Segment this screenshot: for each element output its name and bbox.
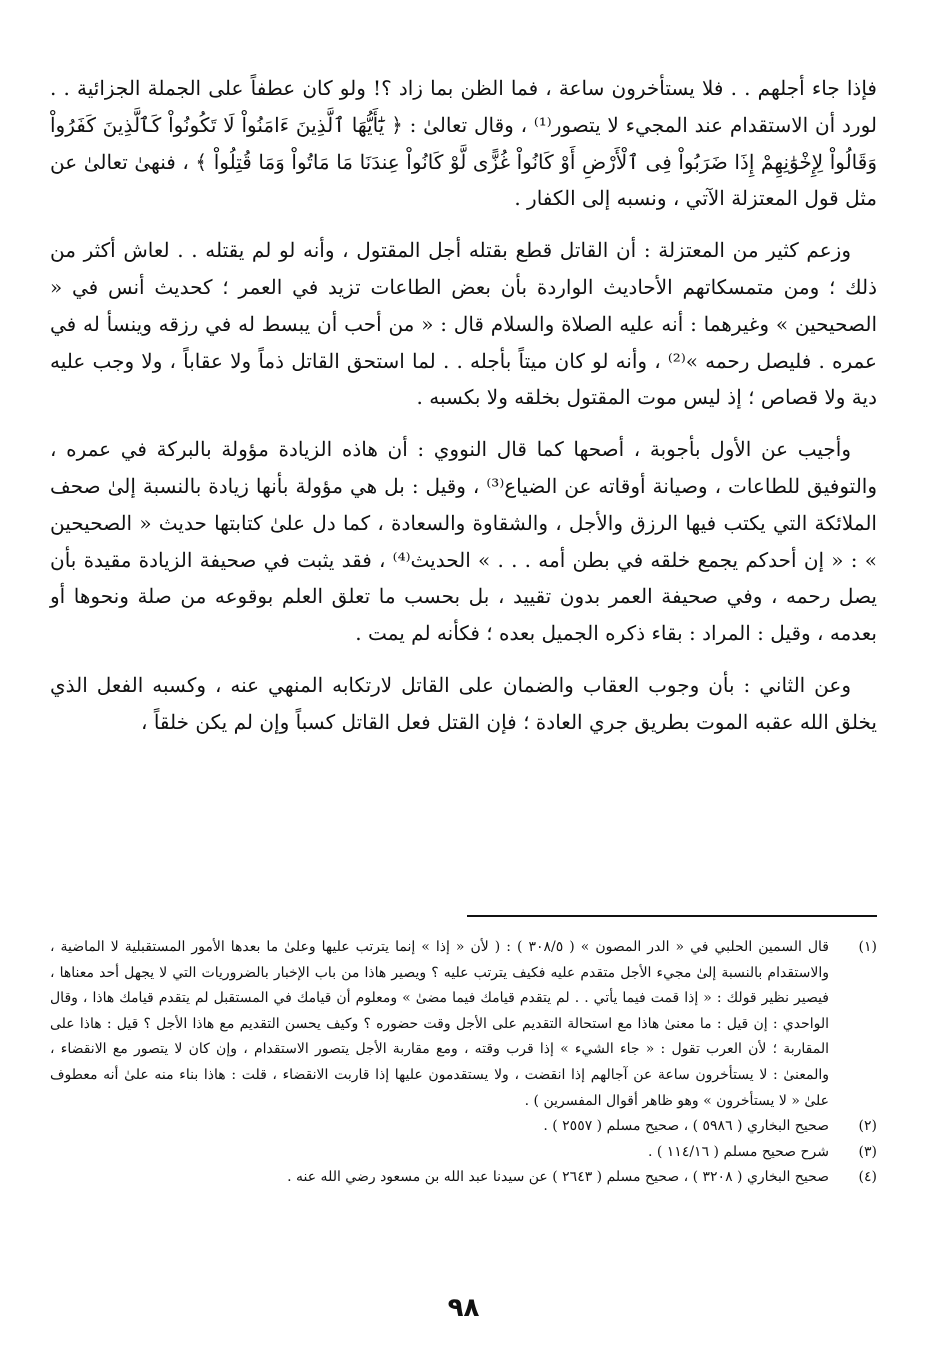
footnote-divider: [467, 915, 877, 917]
footnote-text: شرح صحيح مسلم ( ١١٤/١٦ ) .: [647, 1143, 829, 1160]
paragraph: وعن الثاني : بأن وجوب العقاب والضمان على القاتل لارتكابه المنهي عنه ، وكسبه الفعل الذي يخلق الله عقبه الموت بطريق جري العادة ؛ فإن القتل فعل القاتل كسباً وإن لم يكن خلقاً ،: [50, 672, 877, 734]
footnote-text: قال السمين الحلبي في « الدر المصون » ( ٣٠٨/٥ ) : ( لأن « إذا » إنما يترتب عليها وعلىٰ ما بعدها الأمور المستقبلية لا الماضية ، والاستقدام بالنسبة إلىٰ مجيء الأجل متقدم عليه فكيف يترتب عليه ؟ ويصير هاذا من باب الإخبار بالضروريات التي لا يجهل أحد معناها ، فيصير نظير قولك : « إذا قمت فيما يأتي . . لم يتقدم قيامك فيما مضىٰ » ومعلوم أن قيامك في المستقبل لم يتقدم قيامك هاذا ، وقال الواحدي : إن قيل : ما معنىٰ هاذا مع استحالة التقديم على الأجل وقت حضوره ؟ وكيف يحسن التقديم مع هاذا الأجل ؟ قيل : هاذا على المقاربة ؛ لأن العرب تقول : « جاء الشيء » إذا قرب وقته ، ومع مقاربة الأجل يتصور الاستقدام ، وإن كان لا يتصور مع الانقضاء ، والمعنىٰ : لا يستأخرون ساعة عن آجالهم إذا انقضت ، ولا يستقدمون عليها إذا قاربت الانقضاء ، قلت : هاذا بناء منه علىٰ أنه معطوف علىٰ « لا يستأخرون » وهو ظاهر أقوال المفسرين ) .: [50, 939, 829, 1109]
footnote-text: صحيح البخاري ( ٥٩٨٦ ) ، صحيح مسلم ( ٢٥٥٧ ) .: [543, 1118, 829, 1135]
footnote-number: (٣): [858, 1143, 877, 1160]
page-number: ٩٨: [447, 1293, 480, 1323]
main-text: [50, 70, 877, 756]
footnote-item: [50, 1165, 877, 1191]
footnotes: [50, 935, 877, 1191]
paragraph: وزعم كثير من المعتزلة : أن القاتل قطع بقتله أجل المقتول ، وأنه لو لم يقتله . . لعاش أكثر من ذلك ؛ ومن متمسكاتهم الأحاديث الواردة بأن بعض الطاعات تزيد في العمر ؛ كحديث أنس في « الصحيحين » وغيرهما : أنه عليه الصلاة والسلام قال : « من أحب أن يبسط له في رزقه وينسأ له في عمره . فليصل رحمه »⁽²⁾ ، وأنه لو كان ميتاً بأجله . . لما استحق القاتل ذماً ولا عقاباً ، ولا وجب عليه دية ولا قصاص ؛ إذ ليس موت المقتول بخلقه ولا بكسبه .: [50, 238, 877, 410]
footnote-number: (١): [858, 939, 877, 955]
footnote-number: (٢): [858, 1118, 877, 1135]
paragraph: فإذا جاء أجلهم . . فلا يستأخرون ساعة ، فما الظن بما زاد ؟! ولو كان عطفاً على الجملة الجزائية . . لورد أن الاستقدام عند المجيء لا يتصور⁽¹⁾ ، وقال تعالىٰ : ﴿ يَٰٓأَيُّهَا ٱلَّذِينَ ءَامَنُواْ لَا تَكُونُواْ كَٱلَّذِينَ كَفَرُواْ وَقَالُواْ لِإِخْوَٰنِهِمْ إِذَا ضَرَبُواْ فِى ٱلْأَرْضِ أَوْ كَانُواْ غُزًّى لَّوْ كَانُواْ عِندَنَا مَا مَاتُواْ وَمَا قُتِلُواْ ﴾ ، فنهىٰ تعالىٰ عن مثل قول المعتزلة الآتي ، ونسبه إلى الكفار .: [50, 76, 877, 211]
footnote-number: (٤): [858, 1169, 877, 1186]
footnote-text: صحيح البخاري ( ٣٢٠٨ ) ، صحيح مسلم ( ٢٦٤٣ ) عن سيدنا عبد الله بن مسعود رضي الله عنه .: [287, 1169, 829, 1186]
paragraph: وأجيب عن الأول بأجوبة ، أصحها كما قال النووي : أن هاذه الزيادة مؤولة بالبركة في عمره ، والتوفيق للطاعات ، وصيانة أوقاته عن الضياع⁽³⁾ ، وقيل : بل هي مؤولة بأنها زيادة بالنسبة إلىٰ صحف الملائكة التي يكتب فيها الرزق والأجل ، والشقاوة والسعادة ، كما دل علىٰ كتابتها حديث « الصحيحين » : « إن أحدكم يجمع خلقه في بطن أمه . . . » الحديث⁽⁴⁾ ، فقد يثبت في صحيفة الزيادة مقيدة بأن يصل رحمه ، وفي صحيفة العمر بدون تقييد ، بل بحسب ما تعلق العلم بوقوعه من صلة ونحوها أو بعدمه ، وقيل : المراد : بقاء ذكره الجميل بعده ؛ فكأنه لم يمت .: [50, 437, 878, 646]
footnote-item: [50, 1114, 877, 1140]
footnote-item: [50, 935, 877, 1114]
footnote-item: [50, 1140, 877, 1166]
